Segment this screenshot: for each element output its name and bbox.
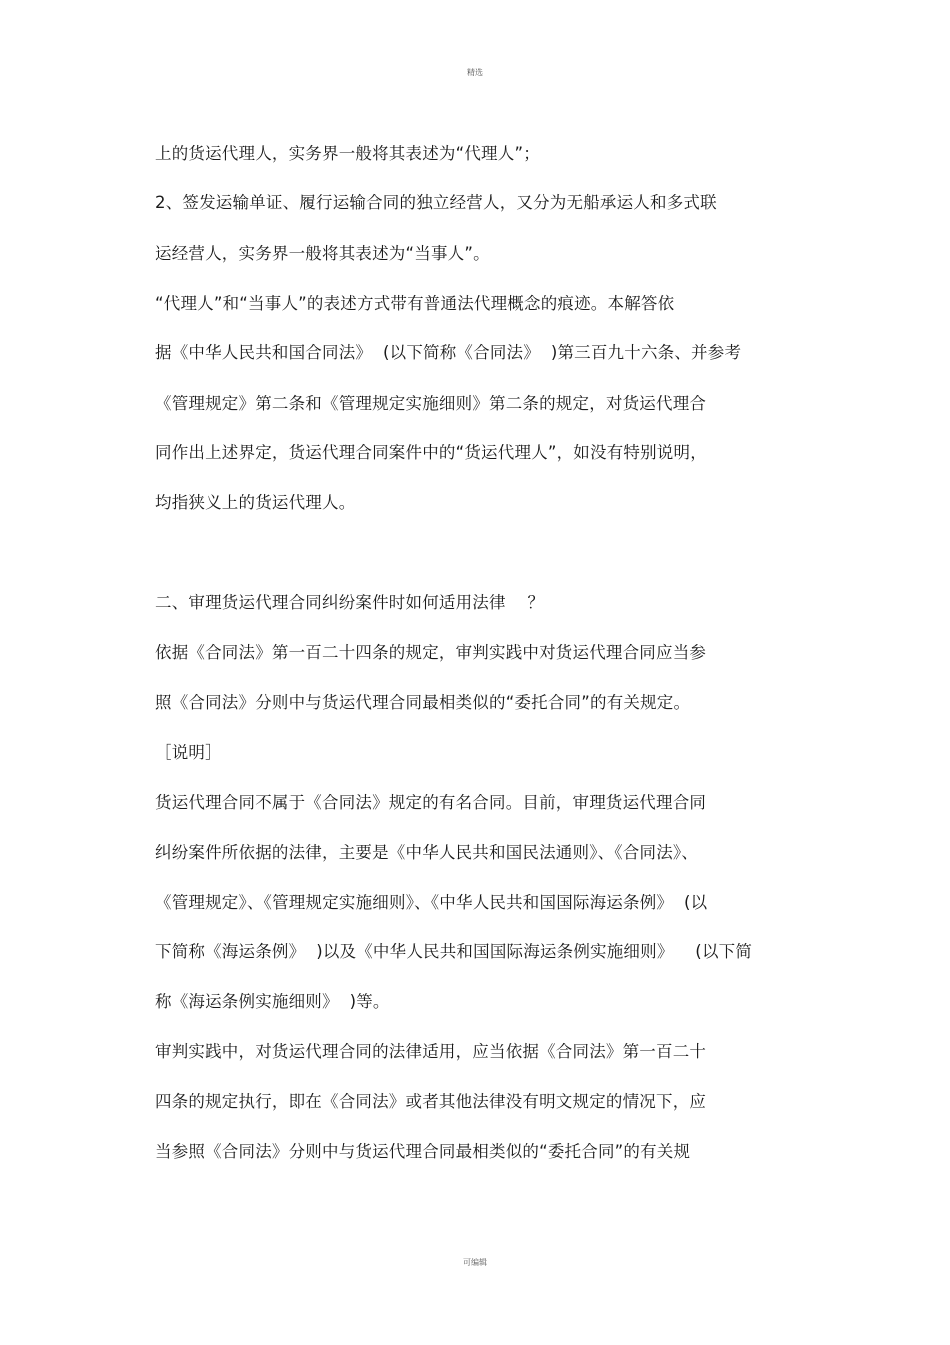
- text-line: 照《合同法》分则中与货运代理合同最相类似的“委托合同”的有关规定。: [155, 693, 691, 712]
- text-line: 上的货运代理人，实务界一般将其表述为“代理人”；: [155, 144, 540, 163]
- section-heading: 二、审理货运代理合同纠纷案件时如何适用法律 ？: [155, 593, 545, 612]
- page-header-mark: 精选: [467, 68, 483, 77]
- text-line: 均指狭义上的货运代理人。: [155, 493, 356, 512]
- text-line: 运经营人，实务界一般将其表述为“当事人”。: [155, 244, 490, 263]
- text-line: 2、签发运输单证、履行运输合同的独立经营人，又分为无船承运人和多式联: [155, 193, 717, 212]
- text-line: 下简称《海运条例》 )以及《中华人民共和国国际海运条例实施细则》 (以下简: [155, 942, 753, 961]
- text-line: 称《海运条例实施细则》 )等。: [155, 992, 390, 1011]
- text-line: 当参照《合同法》分则中与货运代理合同最相类似的“委托合同”的有关规: [155, 1142, 691, 1161]
- text-line: 据《中华人民共和国合同法》 (以下简称《合同法》 )第三百九十六条、并参考: [155, 343, 742, 362]
- text-line: 同作出上述界定，货运代理合同案件中的“货运代理人”，如没有特别说明，: [155, 443, 707, 462]
- text-line: “代理人”和“当事人”的表述方式带有普通法代理概念的痕迹。本解答依: [155, 294, 675, 313]
- page-footer-mark: 可编辑: [463, 1258, 487, 1267]
- text-line: 纠纷案件所依据的法律，主要是《中华人民共和国民法通则》、《合同法》、: [155, 843, 699, 862]
- text-line: 《管理规定》第二条和《管理规定实施细则》第二条的规定，对货运代理合: [155, 394, 707, 413]
- text-line: 四条的规定执行，即在《合同法》或者其他法律没有明文规定的情况下，应: [155, 1092, 707, 1111]
- text-line: 货运代理合同不属于《合同法》规定的有名合同。目前，审理货运代理合同: [155, 793, 707, 812]
- note-label: ［说明］: [155, 743, 222, 762]
- text-line: 依据《合同法》第一百二十四条的规定，审判实践中对货运代理合同应当参: [155, 643, 707, 662]
- text-line: 《管理规定》、《管理规定实施细则》、《中华人民共和国国际海运条例》 (以: [155, 893, 708, 912]
- text-line: 审判实践中，对货运代理合同的法律适用，应当依据《合同法》第一百二十: [155, 1042, 707, 1061]
